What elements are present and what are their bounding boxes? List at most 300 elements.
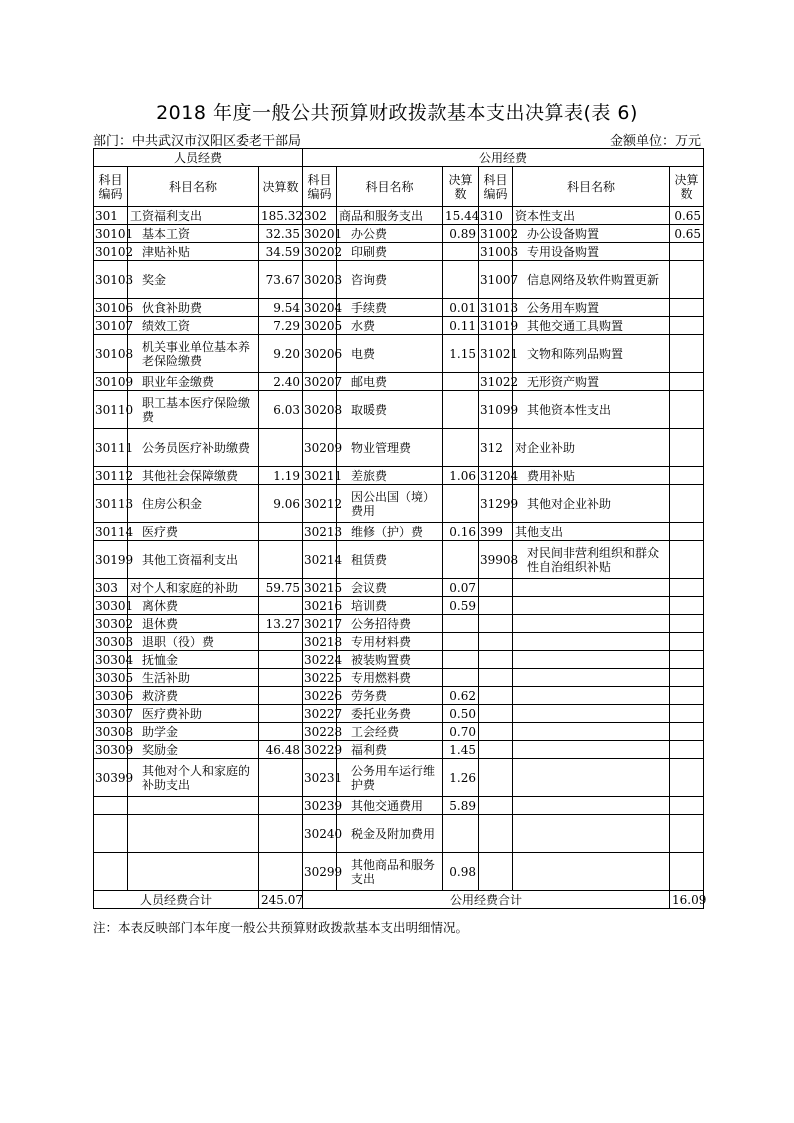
amount-value: 13.27 (259, 615, 303, 633)
subject-name: 公务用车运行维护费 (337, 759, 443, 797)
table-row (94, 579, 704, 597)
subject-code: 30199 (94, 541, 128, 579)
subject-name: 资本性支出 (513, 207, 670, 225)
subject-name (513, 633, 670, 651)
footnote: 注：本表反映部门本年度一般公共预算财政拨款基本支出明细情况。 (93, 920, 469, 935)
subject-code: 30229 (304, 742, 343, 757)
amount-value: 0.89 (443, 225, 479, 243)
amount-value (670, 669, 704, 687)
subject-code: 31299 (479, 485, 513, 523)
subject-code: 30240 (303, 815, 337, 853)
subject-code: 30299 (303, 853, 337, 891)
amount-value: 0.11 (443, 317, 479, 335)
subject-code: 30113 (94, 485, 128, 523)
subject-name: 信息网络及软件购置更新 (513, 261, 670, 299)
amount-value (443, 485, 479, 523)
amount-value (670, 391, 704, 429)
subject-name: 委托业务费 (337, 705, 443, 723)
subject-name: 工会经费 (337, 723, 443, 741)
subject-name: 其他对企业补助 (513, 485, 670, 523)
subject-name (513, 741, 670, 759)
subject-name (128, 797, 259, 815)
subject-code: 30225 (304, 670, 343, 685)
subject-code: 30103 (94, 261, 128, 299)
subject-name: 对个人和家庭的补助 (128, 579, 259, 597)
amount-value (443, 391, 479, 429)
subject-name: 职业年金缴费 (128, 373, 259, 391)
table-row (94, 651, 704, 669)
subject-name (128, 853, 259, 891)
subject-code: 30216 (304, 598, 343, 613)
subject-name: 印刷费 (337, 243, 443, 261)
subject-code (479, 759, 513, 797)
table-row (94, 759, 704, 797)
subject-name (513, 759, 670, 797)
amount-value (443, 615, 479, 633)
amount-value: 0.59 (443, 597, 479, 615)
name-header: 科目名称 (513, 167, 670, 207)
subject-code: 303 (94, 579, 128, 597)
personnel-total-value: 245.07 (259, 891, 303, 909)
subject-code: 30239 (304, 798, 343, 813)
amount-value: 59.75 (259, 579, 303, 597)
subject-code: 31003 (480, 244, 519, 259)
table-row (94, 261, 704, 299)
amount-value: 0.62 (443, 687, 479, 705)
amount-value (670, 633, 704, 651)
amount-header: 决算 数 (443, 167, 479, 207)
subject-name: 抚恤金 (128, 651, 259, 669)
amount-value (259, 633, 303, 651)
amount-value (670, 579, 704, 597)
amount-value (670, 853, 704, 891)
subject-name: 水费 (337, 317, 443, 335)
subject-code: 30114 (95, 524, 134, 539)
amount-value: 6.03 (259, 391, 303, 429)
amount-value: 32.35 (259, 225, 303, 243)
subject-code: 302 (303, 207, 337, 225)
subject-name: 奖金 (128, 261, 259, 299)
subject-name: 专用燃料费 (337, 669, 443, 687)
subject-name: 办公费 (337, 225, 443, 243)
amount-value (670, 243, 704, 261)
subject-code: 30307 (95, 706, 134, 721)
subject-code: 312 (479, 429, 513, 467)
subject-code: 30203 (303, 261, 337, 299)
subject-name (513, 615, 670, 633)
table-row (94, 597, 704, 615)
subject-code: 30217 (304, 616, 343, 631)
subject-name: 绩效工资 (128, 317, 259, 335)
public-total-value: 16.09 (670, 891, 704, 909)
subject-code (479, 597, 513, 615)
subject-name: 基本工资 (128, 225, 259, 243)
subject-code: 30205 (304, 318, 343, 333)
amount-value (259, 815, 303, 853)
subject-name: 电费 (337, 335, 443, 373)
subject-code: 30108 (94, 335, 128, 373)
amount-value (670, 797, 704, 815)
subject-code (479, 651, 513, 669)
amount-value (670, 335, 704, 373)
subject-code: 31007 (479, 261, 513, 299)
subject-code (479, 687, 513, 705)
subject-name: 无形资产购置 (513, 373, 670, 391)
subject-name: 其他资本性支出 (513, 391, 670, 429)
amount-value (670, 759, 704, 797)
subject-name: 其他交通工具购置 (513, 317, 670, 335)
subject-name: 奖励金 (128, 741, 259, 759)
amount-value: 34.59 (259, 243, 303, 261)
amount-value (259, 597, 303, 615)
amount-value (443, 651, 479, 669)
subject-name: 机关事业单位基本养老保险缴费 (128, 335, 259, 373)
subject-code: 31002 (480, 226, 519, 241)
subject-code: 30228 (304, 724, 343, 739)
subject-code (94, 815, 128, 853)
code-header: 科目 编码 (94, 167, 128, 207)
table-row (94, 815, 704, 853)
amount-value (443, 669, 479, 687)
subject-code (479, 797, 513, 815)
code-header: 科目 编码 (479, 167, 513, 207)
subject-code: 30231 (303, 759, 337, 797)
subject-name: 退休费 (128, 615, 259, 633)
amount-value: 9.20 (259, 335, 303, 373)
amount-value (670, 299, 704, 317)
subject-name: 福利费 (337, 741, 443, 759)
subject-code: 30306 (95, 688, 134, 703)
amount-value (259, 651, 303, 669)
subject-code (479, 579, 513, 597)
amount-value (670, 815, 704, 853)
subject-name: 专用设备购置 (513, 243, 670, 261)
subject-code: 30302 (95, 616, 134, 631)
subject-code (479, 633, 513, 651)
table-row (94, 299, 704, 317)
table-row (94, 669, 704, 687)
subject-name: 物业管理费 (337, 429, 443, 467)
subject-code: 30211 (304, 468, 343, 483)
amount-value (670, 597, 704, 615)
amount-value (670, 429, 704, 467)
subject-code (479, 669, 513, 687)
subject-code: 31099 (479, 391, 513, 429)
table-row (94, 429, 704, 467)
table-body (94, 207, 704, 891)
subject-name (513, 853, 670, 891)
subject-code: 30224 (304, 652, 343, 667)
subject-name: 公务用车购置 (513, 299, 670, 317)
subject-code: 30201 (304, 226, 343, 241)
subject-name: 医疗费 (128, 523, 259, 541)
public-total-label: 公用经费合计 (303, 891, 670, 909)
amount-value (259, 669, 303, 687)
subject-name: 救济费 (128, 687, 259, 705)
subject-name: 公务招待费 (337, 615, 443, 633)
subject-code: 301 (94, 207, 128, 225)
subject-code: 30227 (304, 706, 343, 721)
amount-value (443, 633, 479, 651)
subject-name: 对企业补助 (513, 429, 670, 467)
subject-name: 公务员医疗补助缴费 (128, 429, 259, 467)
amount-value (670, 541, 704, 579)
subject-code: 31204 (480, 468, 519, 483)
subject-name: 其他社会保障缴费 (128, 467, 259, 485)
subject-code: 30208 (303, 391, 337, 429)
subject-name: 维修（护）费 (337, 523, 443, 541)
amount-value (670, 723, 704, 741)
amount-value: 1.45 (443, 741, 479, 759)
subject-name (513, 815, 670, 853)
subject-name: 咨询费 (337, 261, 443, 299)
subject-name (513, 579, 670, 597)
subject-code (479, 741, 513, 759)
subject-name: 职工基本医疗保险缴费 (128, 391, 259, 429)
table-row (94, 741, 704, 759)
subject-name: 对民间非营利组织和群众性自治组织补贴 (513, 541, 670, 579)
subject-name: 租赁费 (337, 541, 443, 579)
table-row (94, 615, 704, 633)
amount-value: 5.89 (443, 797, 479, 815)
amount-value (443, 815, 479, 853)
amount-value (259, 853, 303, 891)
table-row (94, 207, 704, 225)
amount-value: 1.15 (443, 335, 479, 373)
table-row (94, 225, 704, 243)
subject-name: 医疗费补助 (128, 705, 259, 723)
subject-name (128, 815, 259, 853)
subject-name (513, 723, 670, 741)
subject-code: 31013 (480, 300, 519, 315)
table-row (94, 391, 704, 429)
table-row (94, 705, 704, 723)
subject-code: 31021 (479, 335, 513, 373)
amount-value (670, 523, 704, 541)
subject-code: 31019 (480, 318, 519, 333)
amount-value (443, 261, 479, 299)
subject-name (513, 687, 670, 705)
amount-header: 决算 数 (670, 167, 704, 207)
subject-name: 培训费 (337, 597, 443, 615)
amount-value: 0.65 (670, 207, 704, 225)
subject-code (479, 615, 513, 633)
subject-code (479, 853, 513, 891)
subject-name: 商品和服务支出 (337, 207, 443, 225)
amount-value (259, 541, 303, 579)
table-row (94, 523, 704, 541)
amount-value: 0.01 (443, 299, 479, 317)
subject-name: 办公设备购置 (513, 225, 670, 243)
amount-value: 0.07 (443, 579, 479, 597)
amount-value: 185.32 (259, 207, 303, 225)
amount-value: 0.50 (443, 705, 479, 723)
amount-value: 0.16 (443, 523, 479, 541)
amount-value (670, 687, 704, 705)
subject-code: 30301 (95, 598, 134, 613)
subject-code: 30206 (303, 335, 337, 373)
amount-value (259, 797, 303, 815)
subject-code: 30212 (303, 485, 337, 523)
table-row (94, 853, 704, 891)
subject-name: 退职（役）费 (128, 633, 259, 651)
amount-value (259, 429, 303, 467)
subject-code: 30101 (95, 226, 134, 241)
amount-value (259, 523, 303, 541)
amount-value (443, 541, 479, 579)
name-header: 科目名称 (128, 167, 259, 207)
subject-code (479, 705, 513, 723)
subject-code (94, 797, 128, 815)
subject-code: 30309 (95, 742, 134, 757)
subject-code: 30218 (304, 634, 343, 649)
table-row (94, 373, 704, 391)
personnel-group-header: 人员经费 (94, 149, 303, 167)
subject-name: 劳务费 (337, 687, 443, 705)
amount-value (670, 467, 704, 485)
subject-name: 取暖费 (337, 391, 443, 429)
subject-code: 310 (479, 207, 513, 225)
subject-name (513, 705, 670, 723)
department-label: 部门：中共武汉市汉阳区委老干部局 (93, 134, 302, 149)
subject-name: 会议费 (337, 579, 443, 597)
amount-value (670, 317, 704, 335)
amount-value (259, 723, 303, 741)
amount-value (670, 651, 704, 669)
subject-code: 30209 (303, 429, 337, 467)
amount-value (259, 687, 303, 705)
table-row (94, 687, 704, 705)
amount-value: 0.65 (670, 225, 704, 243)
subject-code: 31022 (480, 374, 519, 389)
subject-name: 其他支出 (513, 523, 670, 541)
subject-name: 税金及附加费用 (337, 815, 443, 853)
amount-value: 1.19 (259, 467, 303, 485)
subject-name: 差旅费 (337, 467, 443, 485)
amount-value (670, 485, 704, 523)
subject-code: 30226 (304, 688, 343, 703)
subject-name: 助学金 (128, 723, 259, 741)
subject-code: 30109 (95, 374, 134, 389)
subject-code: 30106 (95, 300, 134, 315)
amount-value: 15.44 (443, 207, 479, 225)
subject-name (513, 651, 670, 669)
public-group-header: 公用经费 (303, 149, 704, 167)
table-row (94, 633, 704, 651)
subject-name: 伙食补助费 (128, 299, 259, 317)
table-row (94, 467, 704, 485)
amount-value (443, 429, 479, 467)
subject-code: 30111 (94, 429, 128, 467)
subject-code: 399 (479, 523, 513, 541)
amount-value (670, 741, 704, 759)
subject-code: 30305 (95, 670, 134, 685)
amount-value: 1.26 (443, 759, 479, 797)
subject-name: 费用补贴 (513, 467, 670, 485)
page-title: 2018 年度一般公共预算财政拨款基本支出决算表(表 6) (156, 102, 638, 124)
amount-value: 73.67 (259, 261, 303, 299)
subject-name: 因公出国（境）费用 (337, 485, 443, 523)
subject-code: 39908 (479, 541, 513, 579)
subject-name: 其他对个人和家庭的补助支出 (128, 759, 259, 797)
subject-code: 30304 (95, 652, 134, 667)
amount-value: 1.06 (443, 467, 479, 485)
subject-name: 被装购置费 (337, 651, 443, 669)
amount-value: 9.06 (259, 485, 303, 523)
subject-name: 住房公积金 (128, 485, 259, 523)
subject-code: 30110 (94, 391, 128, 429)
subject-name (513, 797, 670, 815)
subject-code (479, 723, 513, 741)
table-row (94, 541, 704, 579)
amount-value: 9.54 (259, 299, 303, 317)
subject-name: 工资福利支出 (128, 207, 259, 225)
code-header: 科目 编码 (303, 167, 337, 207)
subject-name (513, 669, 670, 687)
amount-value: 0.70 (443, 723, 479, 741)
amount-value: 2.40 (259, 373, 303, 391)
unit-label: 金额单位：万元 (609, 134, 701, 149)
subject-name: 专用材料费 (337, 633, 443, 651)
subject-code: 30202 (304, 244, 343, 259)
amount-value (259, 759, 303, 797)
subject-code: 30213 (304, 524, 343, 539)
table-row (94, 797, 704, 815)
subject-code: 30107 (95, 318, 134, 333)
amount-value: 7.29 (259, 317, 303, 335)
amount-value (443, 243, 479, 261)
subject-name: 邮电费 (337, 373, 443, 391)
subject-code: 30214 (303, 541, 337, 579)
subject-name (513, 597, 670, 615)
subject-code: 30308 (95, 724, 134, 739)
amount-value (259, 705, 303, 723)
amount-value (670, 261, 704, 299)
name-header: 科目名称 (337, 167, 443, 207)
amount-header: 决算数 (259, 167, 303, 207)
subject-code: 30399 (94, 759, 128, 797)
subject-name: 其他商品和服务支出 (337, 853, 443, 891)
subject-name: 其他交通费用 (337, 797, 443, 815)
budget-table (93, 148, 707, 909)
amount-value (670, 373, 704, 391)
subject-name: 生活补助 (128, 669, 259, 687)
subject-name: 津贴补贴 (128, 243, 259, 261)
subject-code: 30207 (304, 374, 343, 389)
subject-code: 30102 (95, 244, 134, 259)
amount-value: 46.48 (259, 741, 303, 759)
table-row (94, 485, 704, 523)
subject-name: 离休费 (128, 597, 259, 615)
subject-code: 30112 (95, 468, 134, 483)
subject-code (94, 853, 128, 891)
amount-value: 0.98 (443, 853, 479, 891)
personnel-total-label: 人员经费合计 (94, 891, 259, 909)
table-row (94, 723, 704, 741)
subject-name: 其他工资福利支出 (128, 541, 259, 579)
table-row (94, 243, 704, 261)
subject-name: 文物和陈列品购置 (513, 335, 670, 373)
amount-value (670, 615, 704, 633)
subject-code (479, 815, 513, 853)
subject-code: 30303 (95, 634, 134, 649)
subject-code: 30204 (304, 300, 343, 315)
table-row (94, 335, 704, 373)
amount-value (670, 705, 704, 723)
subject-name: 手续费 (337, 299, 443, 317)
table-row (94, 317, 704, 335)
subject-code: 30215 (304, 580, 343, 595)
